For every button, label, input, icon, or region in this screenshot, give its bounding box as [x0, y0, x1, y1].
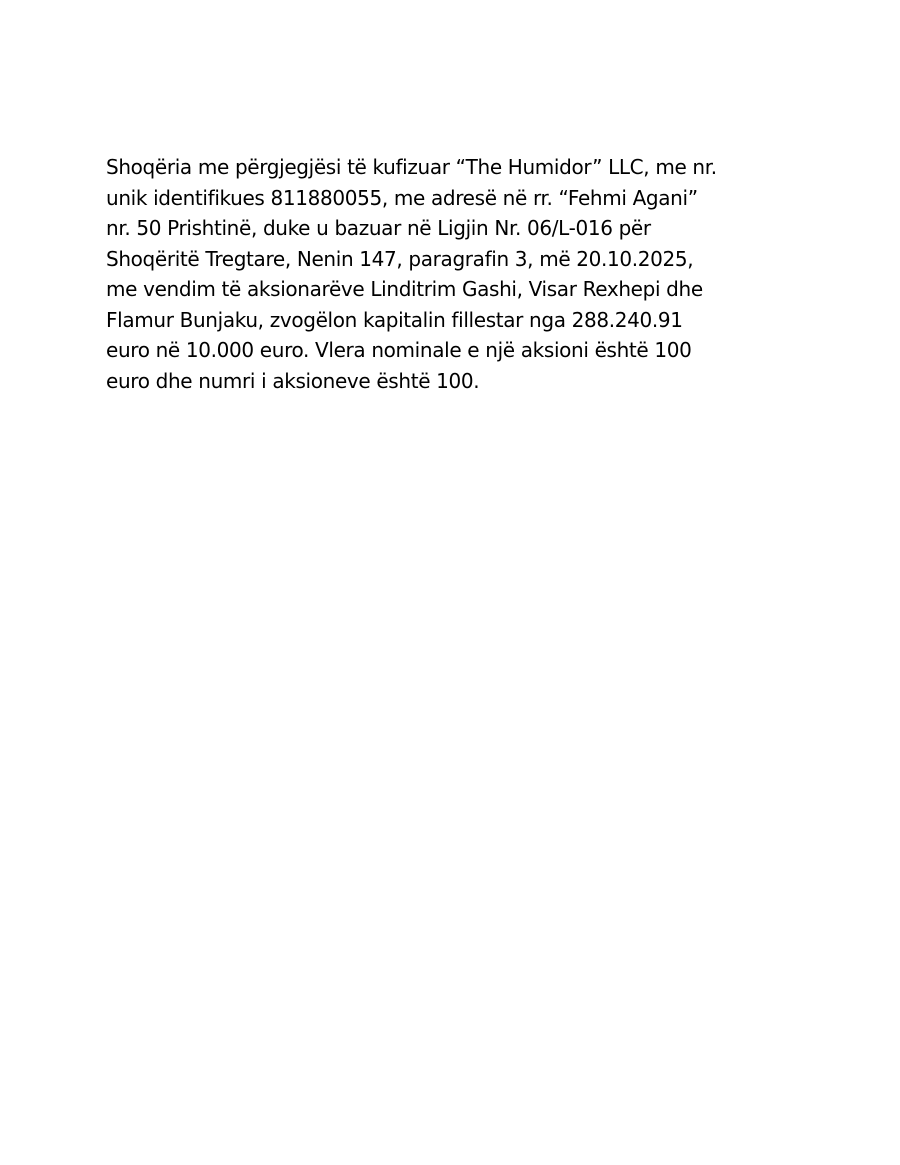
body-paragraph: [106, 152, 806, 396]
paragraph-line: Flamur Bunjaku, zvogëlon kapitalin fillestar nga 288.240.91: [106, 307, 683, 332]
paragraph-line: unik identifikues 811880055, me adresë në rr. “Fehmi Agani”: [106, 185, 698, 210]
paragraph-line: euro dhe numri i aksioneve është 100.: [106, 368, 480, 393]
paragraph-line: euro në 10.000 euro. Vlera nominale e një aksioni është 100: [106, 338, 692, 362]
paragraph-line: Shoqëria me përgjegjësi të kufizuar “The Humidor” LLC, me nr.: [106, 155, 717, 179]
paragraph-line: Shoqëritë Tregtare, Nenin 147, paragrafin 3, më 20.10.2025,: [106, 246, 694, 271]
paragraph-line: me vendim të aksionarëve Linditrim Gashi, Visar Rexhepi dhe: [106, 277, 703, 301]
paragraph-line: nr. 50 Prishtinë, duke u bazuar në Ligjin Nr. 06/L-016 për: [106, 216, 651, 240]
